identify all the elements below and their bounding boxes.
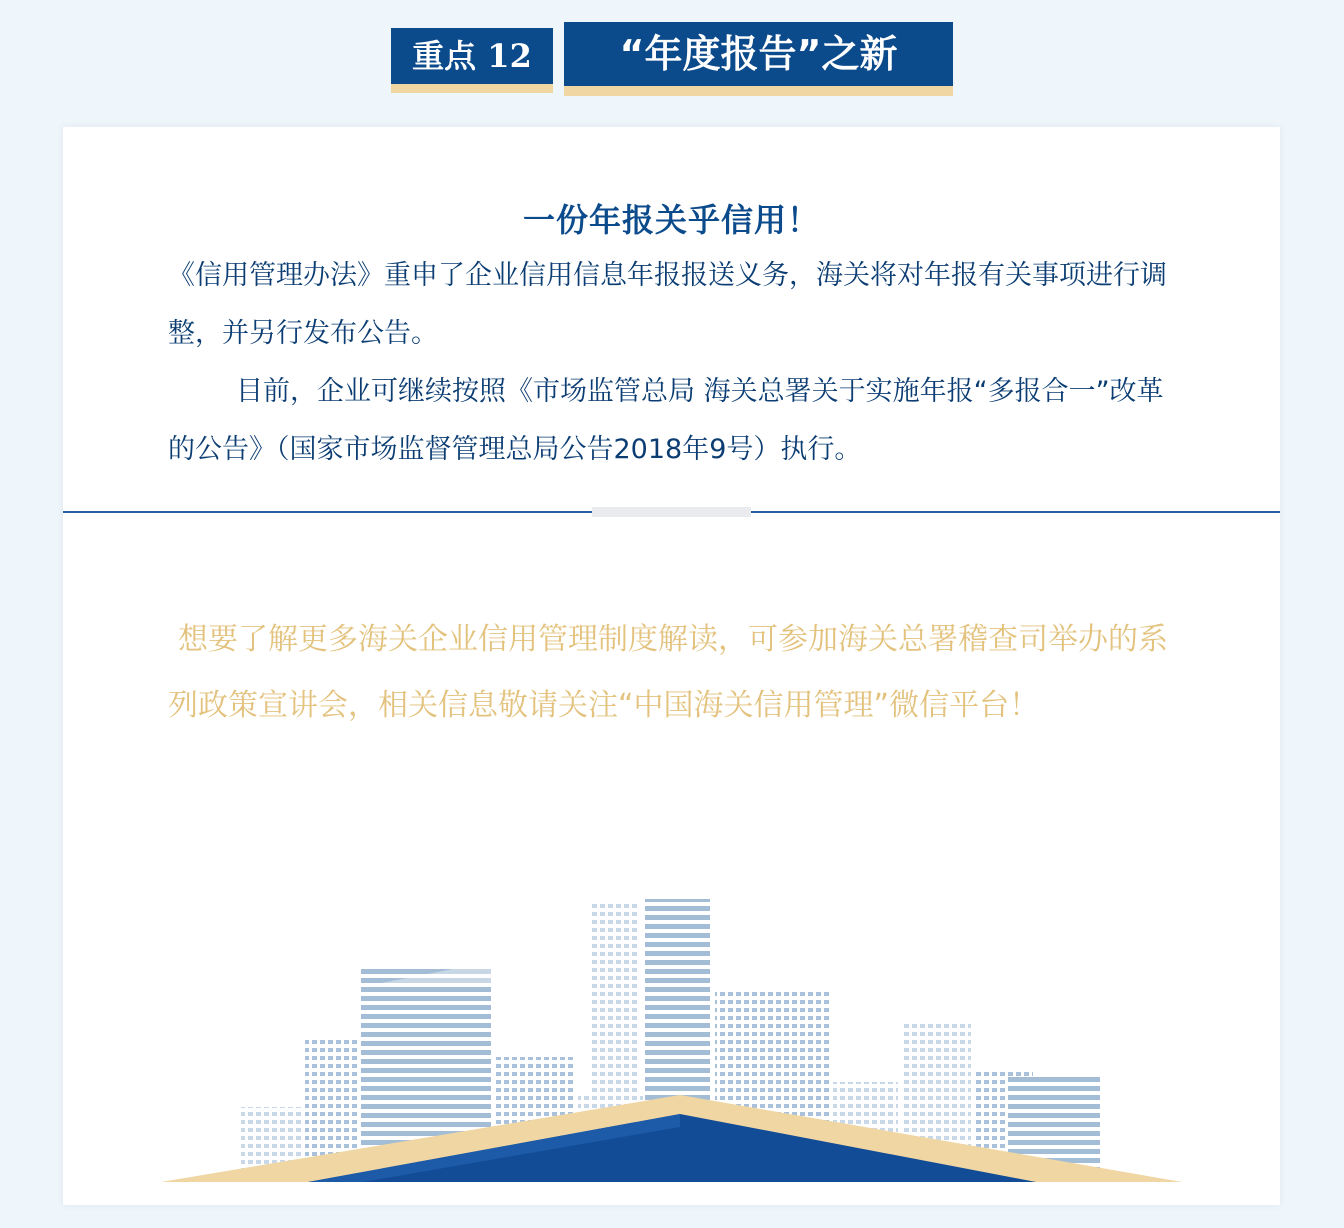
paragraph-current-practice: 目前，企业可继续按照《市场监管总局 海关总署关于实施年报“多报合一”改革的公告》（国家市场监督管理总局公告2018年9号）执行。 (168, 376, 1164, 465)
key-point-badge: 重点 12 (391, 28, 553, 84)
section-header (0, 22, 1344, 102)
city-skyline-illustration (63, 887, 1280, 1205)
badge-underline (391, 84, 553, 93)
promo-text: 想要了解更多海关企业信用管理制度解读，可参加海关总署稽查司举办的系列政策宣讲会，相关信息敬请关注“中国海关信用管理”微信平台！ (168, 622, 1168, 723)
divider-tab (592, 507, 751, 517)
section-title: “年度报告”之新 (564, 22, 953, 86)
paragraph-regulation: 《信用管理办法》重申了企业信用信息年报报送义务，海关将对年报有关事项进行调整，并另行发布公告。 (168, 260, 1167, 349)
title-underline (564, 86, 953, 96)
content-heading: 一份年报关乎信用！ (522, 201, 820, 239)
content-card (63, 127, 1280, 1205)
